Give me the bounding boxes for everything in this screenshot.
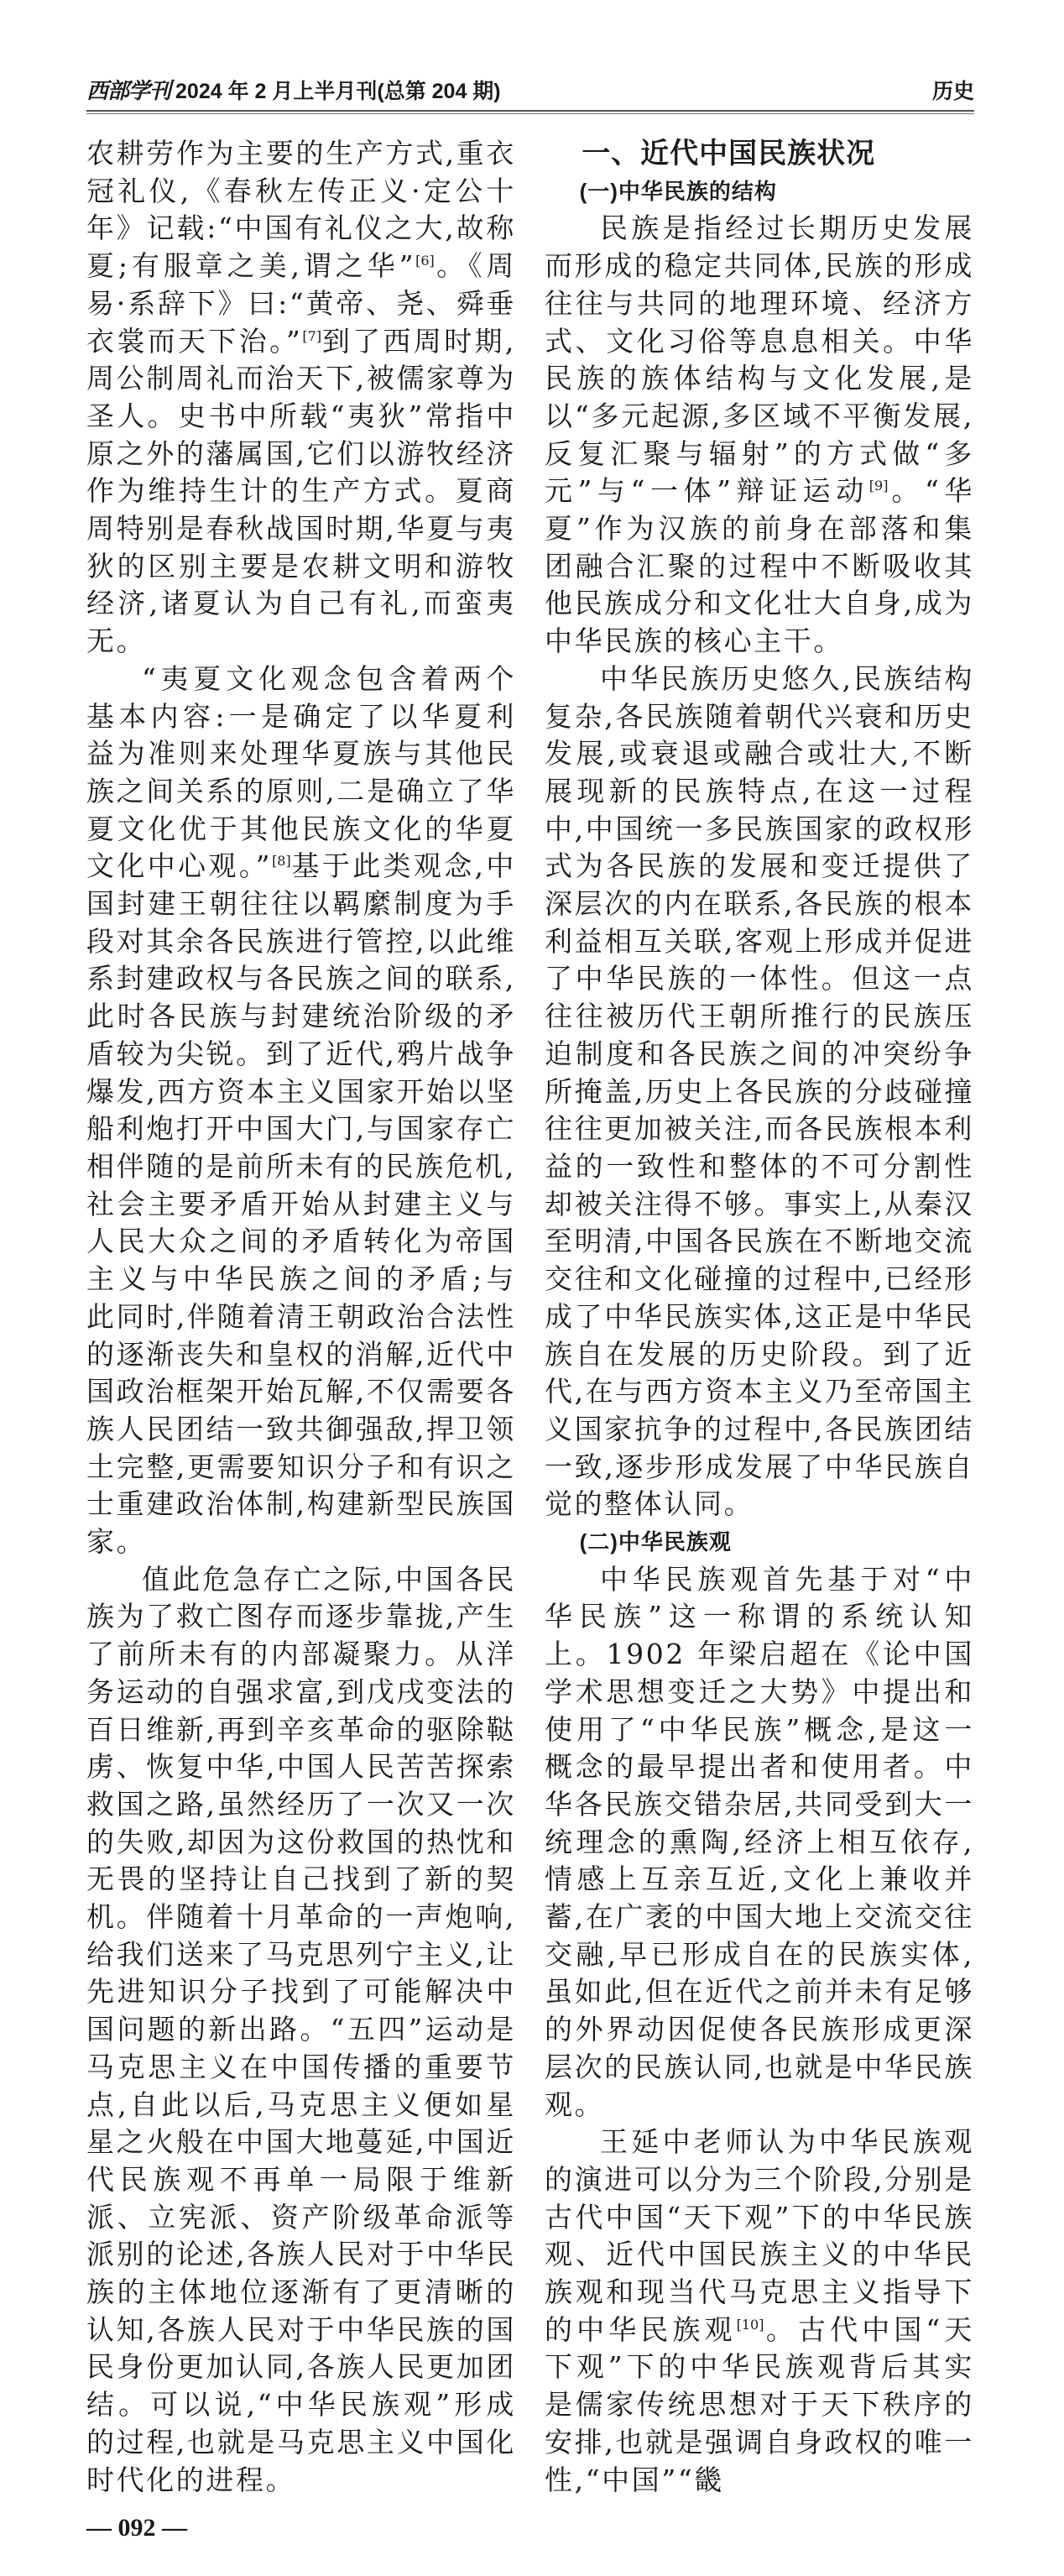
text-run: 基于此类观念,中国封建王朝往往以羁縻制度为手段对其余各民族进行管控,以此维系封建政权与各民族之间的联系,此时各民族与封建统治阶级的矛盾较为尖锐。到了近代,鸦片战争爆发,西方资本主义国家开始以坚船利炮打开中国大门,与国家存亡相伴随的是前所未有的民族危机,社会主要矛盾开始从封建主义与人民大众之间的矛盾转化为帝国主义与中华民族之间的矛盾;与此同时,伴随着清王朝政治合法性的逐渐丧失和皇权的消解,近代中国政治框架开始瓦解,不仅需要各族人民团结一致共御强敌,捍卫领土完整,更需要知识分子和有识之士重建政治体制,构建新型民族国家。 [86,849,516,1559]
paragraph [545,661,974,1523]
section-heading [545,135,974,173]
text-run: 。“华夏”作为汉族的前身在部落和集团融合汇聚的过程中不断吸收其他民族成分和文化壮大自身,成为中华民族的核心主干。 [545,474,975,658]
body-columns [86,135,974,2499]
text-run: (二)中华民族观 [579,1529,732,1555]
text-run: 一、近代中国民族状况 [582,138,876,170]
text-run: “夷夏文化观念包含着两个基本内容:一是确定了以华夏利益为准则来处理华夏族与其他民族之间关系的原则,二是确立了华夏文化优于其他民族文化的华夏文化中心观。” [86,661,516,883]
citation-marker: [7] [302,327,322,344]
paragraph [86,661,516,1561]
header-rule-thin [86,113,974,114]
text-run: 中华民族观首先基于对“中华民族”这一称谓的系统认知上。1902 年梁启超在《论中国学术思想变迁之大势》中提出和使用了“中华民族”概念,是这一概念的最早提出者和使用者。中华各民族交错杂居,共同受到大一统理念的熏陶,经济上相互依存,情感上互亲互近,文化上兼收并蓄,在广袤的中国大地上交流交往交融,早已形成自在的民族实体,虽如此,但在近代之前并未有足够的外界动因促使各民族形成更深层次的民族认同,也就是中华民族观。 [545,1562,974,2121]
right-column [545,135,974,2499]
header-rule [86,110,974,112]
running-header [86,74,974,107]
paragraph [86,1561,516,2500]
paragraph [86,135,516,661]
citation-marker: [6] [415,253,435,269]
text-run: 值此危急存亡之际,中国各民族为了救亡图存而逐步靠拢,产生了前所未有的内部凝聚力。从洋务运动的自强求富,到戊戌变法的百日维新,再到辛亥革命的驱除鞑虏、恢复中华,中国人民苦苦探索救国之路,虽然经历了一次又一次的失败,却因为这份救国的热忱和无畏的坚持让自己找到了新的契机。伴随着十月革命的一声炮响,给我们送来了马克思列宁主义,让先进知识分子找到了可能解决中国问题的新出路。“五四”运动是马克思主义在中国传播的重要节点,自此以后,马克思主义便如星星之火般在中国大地蔓延,中国近代民族观不再单一局限于维新派、立宪派、资产阶级革命派等派别的论述,各族人民对于中华民族的主体地位逐渐有了更清晰的认知,各族人民对于中华民族的国民身份更加认同,各族人民更加团结。可以说,“中华民族观”形成的过程,也就是马克思主义中国化时代化的进程。 [86,1562,516,2496]
text-run: (一)中华民族的结构 [579,178,777,204]
citation-marker: [8] [272,853,291,870]
text-run: 王延中老师认为中华民族观的演进可以分为三个阶段,分别是古代中国“天下观”下的中华民族观、近代中国民族主义的中华民族观和现当代马克思主义指导下的中华民族观 [545,2125,974,2346]
text-run: 到了西周时期,周公制周礼而治天下,被儒家尊为圣人。史书中所载“夷狄”常指中原之外的藩属国,它们以游牧经济作为维持生计的生产方式。夏商周特别是春秋战国时期,华夏与夷狄的区别主要是农耕文明和游牧经济,诸夏认为自己有礼,而蛮夷无。 [86,324,516,658]
paragraph [545,210,974,660]
paragraph [545,2124,974,2499]
section-label: 历史 [931,80,974,103]
page-number: — 092 — [86,2514,187,2542]
citation-marker: [10] [736,2316,764,2333]
issue-info: 2024 年 2 月上半月刊(总第 204 期) [175,80,501,103]
journal-logo: 西部学刊 [86,79,171,104]
left-column [86,135,516,2499]
text-run: 民族是指经过长期历史发展而形成的稳定共同体,民族的形成往往与共同的地理环境、经济方式、文化习俗等息息相关。中华民族的族体结构与文化发展,是以“多元起源,多区域不平衡发展,反复汇聚与辐射”的方式做“多元”与“一体”辩证运动 [545,212,974,508]
subsection-heading [545,1523,974,1561]
subsection-heading [545,173,974,211]
text-run: 。古代中国“天下观”下的中华民族观背后其实是儒家传统思想对于天下秩序的安排,也就是强调自身政权的唯一性,“中国”“畿 [545,2312,974,2496]
text-run: 。《周易·系辞下》曰:“黄帝、尧、舜垂衣裳而天下治。” [86,249,516,358]
paragraph [545,1561,974,2124]
text-run: 中华民族历史悠久,民族结构复杂,各民族随着朝代兴衰和历史发展,或衰退或融合或壮大,不断展现新的民族特点,在这一过程中,中国统一多民族国家的政权形式为各民族的发展和变迁提供了深层次的内在联系,各民族的根本利益相互关联,客观上形成并促进了中华民族的一体性。但这一点往往被历代王朝所推行的民族压迫制度和各民族之间的冲突纷争所掩盖,历史上各民族的分歧碰撞往往更加被关注,而各民族根本利益的一致性和整体的不可分割性却被关注得不够。事实上,从秦汉至明清,中国各民族在不断地交流交往和文化碰撞的过程中,已经形成了中华民族实体,这正是中华民族自在发展的历史阶段。到了近代,在与西方资本主义乃至帝国主义国家抗争的过程中,各民族团结一致,逐步形成发展了中华民族自觉的整体认同。 [545,661,974,1521]
text-run: 农耕劳作为主要的生产方式,重衣冠礼仪,《春秋左传正义·定公十年》记载:“中国有礼仪之大,故称夏;有服章之美,谓之华” [86,137,516,283]
citation-marker: [9] [868,478,889,494]
